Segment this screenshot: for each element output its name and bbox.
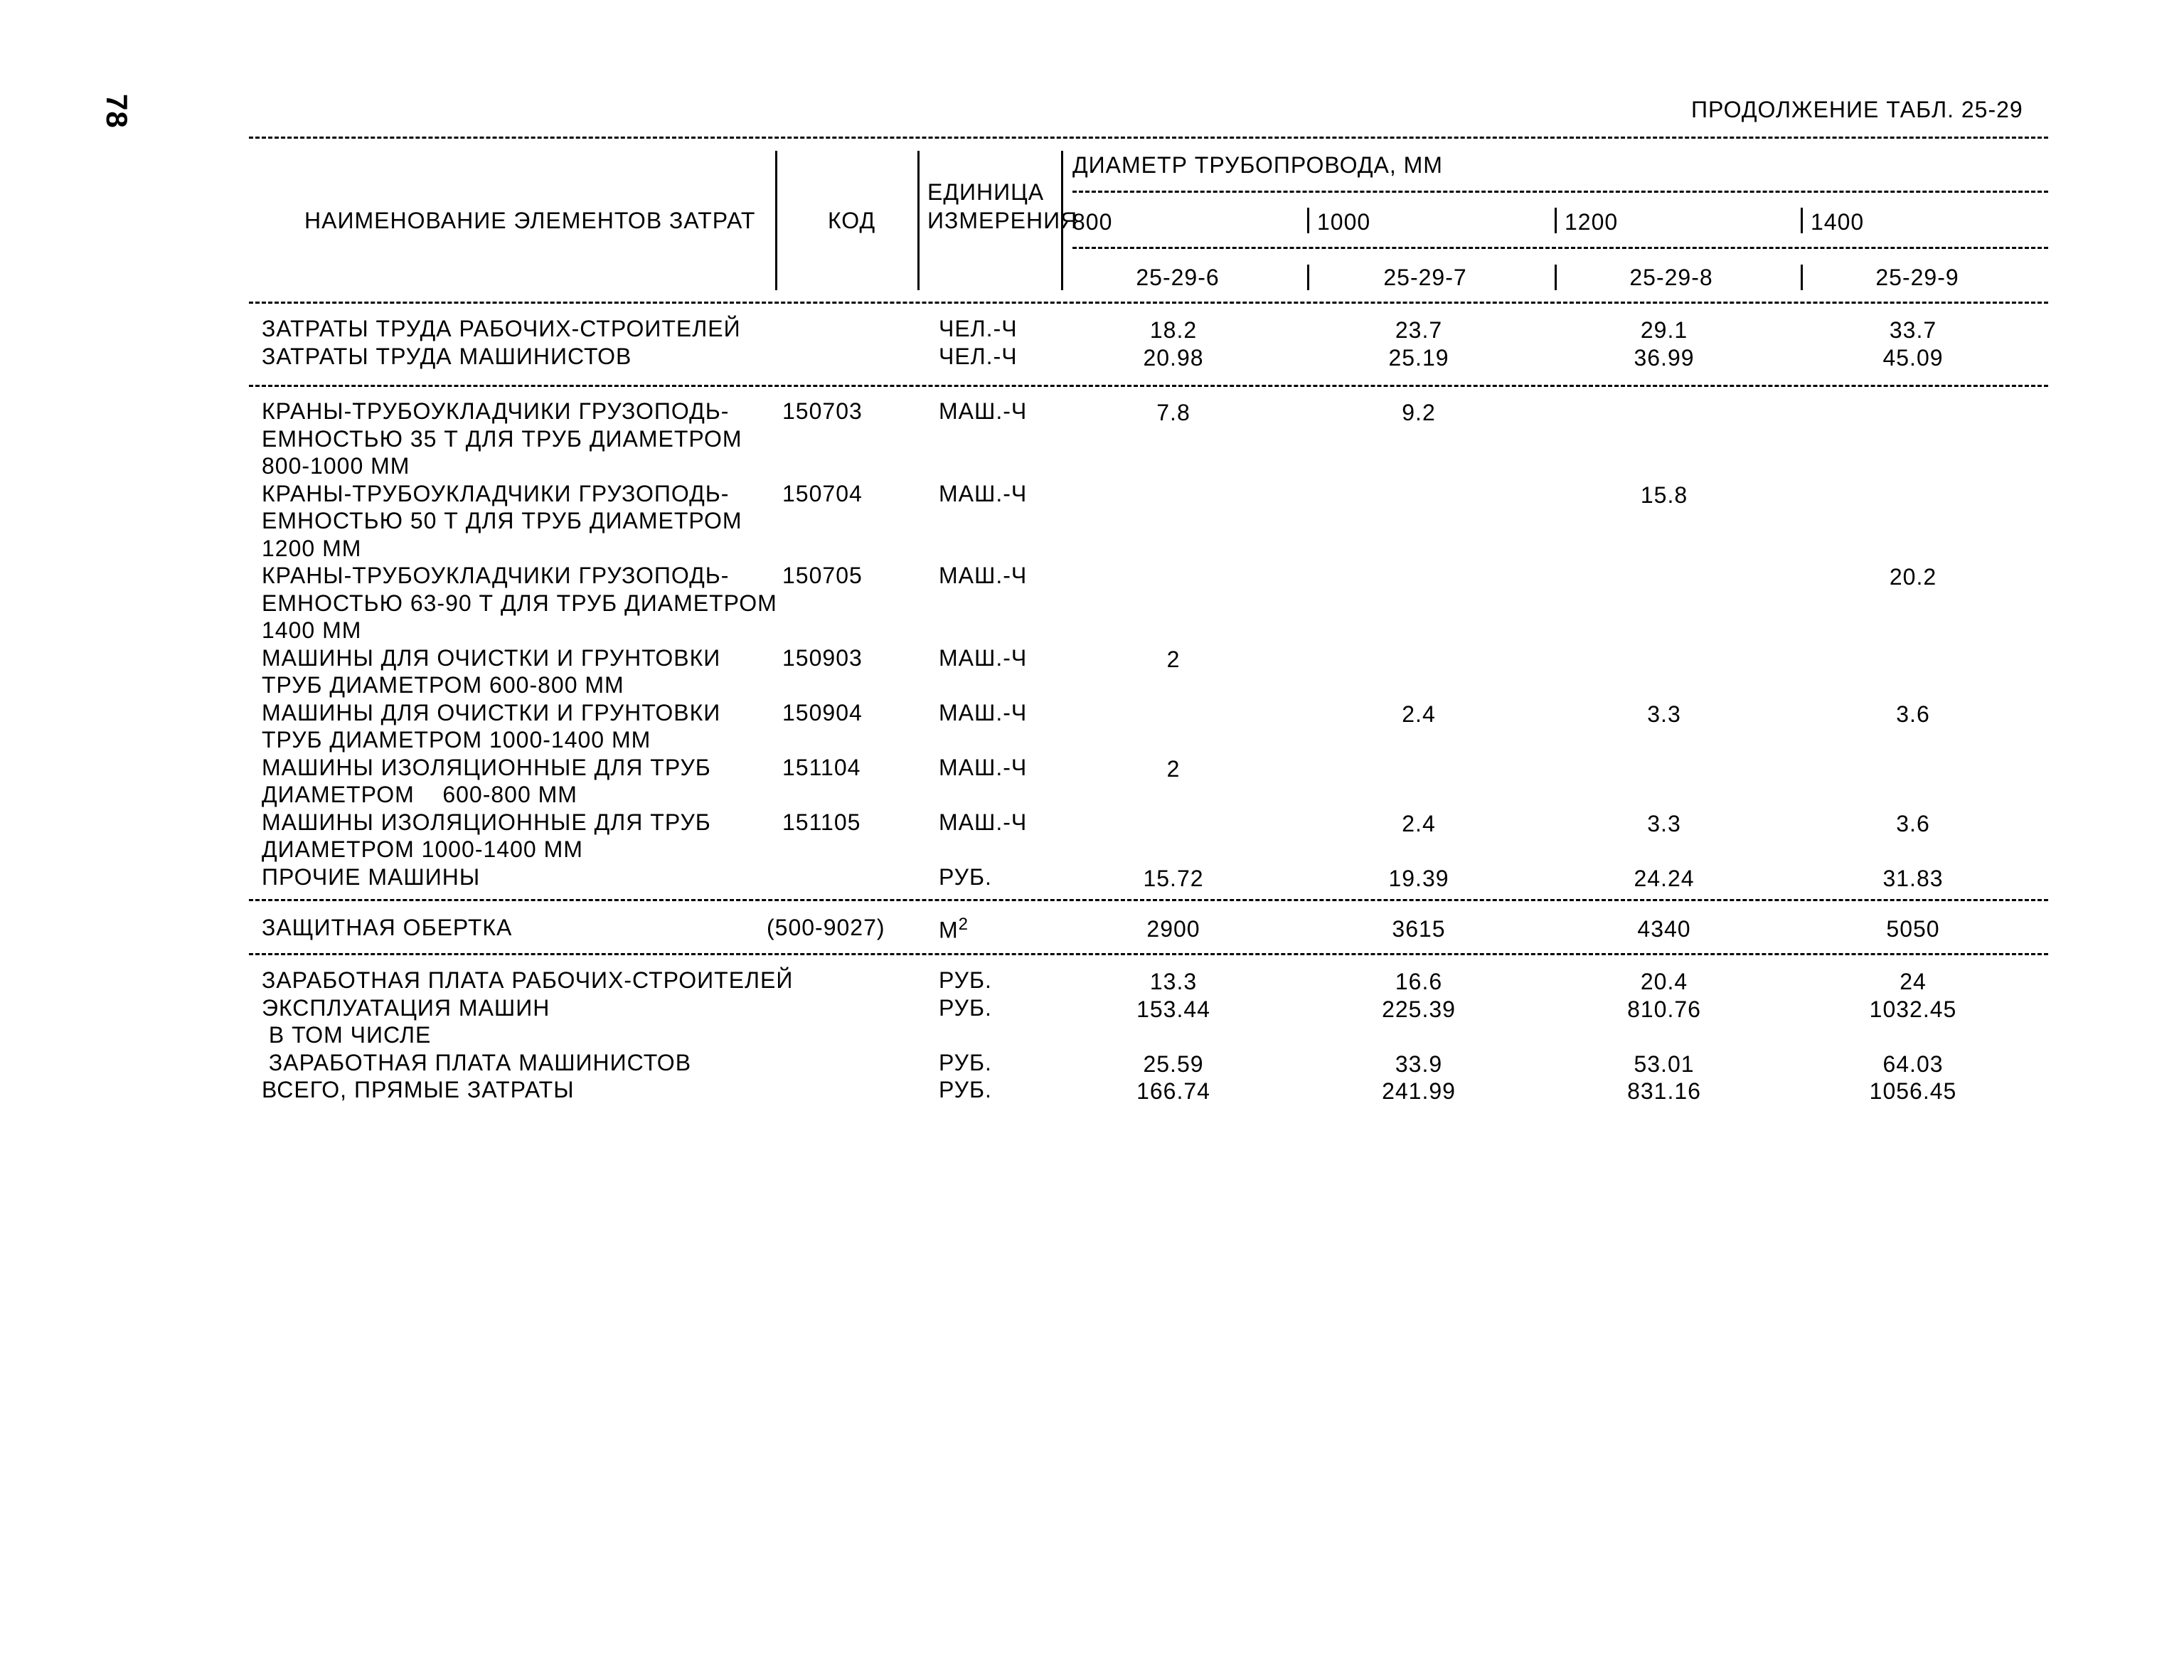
section-rule: [249, 385, 2048, 387]
section-rule: [249, 899, 2048, 901]
row-name-line: ДИАМЕТРОМ 600-800 ММ: [262, 782, 577, 807]
row-value: 1032.45: [1869, 996, 1957, 1022]
header-divider: [917, 151, 920, 290]
row-name-line: ЕМНОСТЬЮ 35 Т ДЛЯ ТРУБ ДИАМЕТРОМ: [262, 425, 742, 452]
row-value: 36.99: [1634, 344, 1695, 371]
row-value: 225.39: [1382, 996, 1456, 1022]
row-unit: РУБ.: [939, 994, 992, 1021]
header-divider: [775, 151, 777, 290]
row-value: 166.74: [1136, 1078, 1210, 1104]
row-value: 45.09: [1882, 344, 1944, 371]
row-value: 16.6: [1395, 969, 1443, 994]
row-name-line: ВСЕГО, ПРЯМЫЕ ЗАТРАТЫ: [262, 1077, 575, 1102]
row-value: 20.98: [1143, 344, 1204, 371]
row-value: 2900: [1146, 916, 1200, 942]
row-unit: МАШ.-Ч: [939, 699, 1028, 725]
row-code: 151105: [782, 809, 861, 835]
row-value: 1056.45: [1869, 1078, 1957, 1104]
header-divider: [1801, 265, 1803, 290]
row-value: 31.83: [1882, 865, 1944, 891]
header-divider: [1555, 208, 1557, 233]
row-value: 3.6: [1896, 810, 1930, 836]
row-code: 150704: [782, 480, 863, 506]
row-value: 13.3: [1149, 969, 1198, 994]
row-name-line: 1400 ММ: [262, 617, 362, 643]
row-name-line: МАШИНЫ ИЗОЛЯЦИОННЫЕ ДЛЯ ТРУБ: [262, 809, 711, 835]
row-code: 150903: [782, 644, 863, 671]
row-name-line: МАШИНЫ ИЗОЛЯЦИОННЫЕ ДЛЯ ТРУБ: [262, 754, 711, 780]
row-unit: $М^2$: [939, 915, 969, 943]
header-name-col: НАИМЕНОВАНИЕ ЭЛЕМЕНТОВ ЗАТРАТ: [304, 208, 756, 233]
table-caption: ПРОДОЛЖЕНИЕ ТАБЛ. 25-29: [1691, 97, 2023, 122]
row-code: (500-9027): [767, 915, 885, 940]
row-name-line: 1200 ММ: [262, 535, 362, 561]
row-name-line: ДИАМЕТРОМ 1000-1400 ММ: [262, 836, 583, 862]
row-value: 5050: [1886, 916, 1940, 942]
row-value: 15.72: [1143, 865, 1204, 891]
row-name-line: ЭКСПЛУАТАЦИЯ МАШИН: [262, 994, 550, 1021]
row-value: 7.8: [1156, 400, 1190, 425]
row-value: 25.19: [1388, 344, 1449, 371]
row-value: 3.6: [1896, 701, 1930, 727]
row-unit: РУБ.: [939, 1049, 992, 1075]
row-value: 2: [1166, 755, 1181, 782]
header-inner-rule: [1072, 247, 2048, 249]
row-unit: МАШ.-Ч: [939, 563, 1028, 588]
row-name-line: ЕМНОСТЬЮ 63-90 Т ДЛЯ ТРУБ ДИАМЕТРОМ: [262, 590, 777, 616]
header-diameter-group: ДИАМЕТР ТРУБОПРОВОДА, ММ: [1072, 152, 1443, 178]
row-unit: МАШ.-Ч: [939, 809, 1028, 835]
row-name-line: МАШИНЫ ДЛЯ ОЧИСТКИ И ГРУНТОВКИ: [262, 644, 721, 671]
header-table-code: 25-29-7: [1383, 265, 1467, 290]
row-value: 2: [1166, 646, 1181, 672]
row-unit: МАШ.-Ч: [939, 754, 1028, 780]
row-name-line: КРАНЫ-ТРУБОУКЛАДЧИКИ ГРУЗОПОДЬ-: [262, 563, 730, 588]
header-code-col: КОД: [828, 208, 876, 233]
row-value: 20.2: [1889, 564, 1937, 590]
row-code: 150904: [782, 699, 863, 725]
row-name-line: ЗАТРАТЫ ТРУДА МАШИНИСТОВ: [262, 343, 632, 369]
row-name-line: ЗАЩИТНАЯ ОБЕРТКА: [262, 915, 513, 940]
row-value: 831.16: [1627, 1078, 1701, 1104]
header-diameter: 1000: [1317, 209, 1371, 235]
rule-top: [249, 137, 2048, 139]
row-name-line: ЗАТРАТЫ ТРУДА РАБОЧИХ-СТРОИТЕЛЕЙ: [262, 316, 741, 341]
row-value: 810.76: [1627, 996, 1701, 1022]
header-divider: [1307, 265, 1309, 290]
row-value: 64.03: [1882, 1051, 1944, 1077]
row-value: 153.44: [1136, 996, 1210, 1022]
row-name-line: КРАНЫ-ТРУБОУКЛАДЧИКИ ГРУЗОПОДЬ-: [262, 480, 730, 506]
row-value: 3.3: [1647, 810, 1681, 836]
row-unit: МАШ.-Ч: [939, 398, 1028, 424]
row-unit: ЧЕЛ.-Ч: [939, 343, 1018, 369]
row-value: 29.1: [1640, 317, 1688, 343]
row-name-line: В ТОМ ЧИСЛЕ: [262, 1022, 432, 1048]
row-unit: РУБ.: [939, 967, 992, 993]
header-table-code: 25-29-8: [1629, 265, 1713, 290]
row-code: 150703: [782, 398, 863, 424]
row-value: 33.7: [1889, 317, 1937, 343]
row-value: 9.2: [1402, 400, 1436, 425]
row-name-line: ТРУБ ДИАМЕТРОМ 1000-1400 ММ: [262, 727, 651, 753]
row-value: 2.4: [1402, 701, 1436, 727]
row-name-line: ЗАРАБОТНАЯ ПЛАТА РАБОЧИХ-СТРОИТЕЛЕЙ: [262, 967, 794, 993]
row-code: 151104: [782, 754, 861, 780]
header-divider: [1555, 265, 1557, 290]
header-diameter: 800: [1072, 209, 1113, 235]
row-name-line: КРАНЫ-ТРУБОУКЛАДЧИКИ ГРУЗОПОДЬ-: [262, 398, 730, 424]
header-divider: [1801, 208, 1803, 233]
row-value: 19.39: [1388, 865, 1449, 891]
row-value: 25.59: [1143, 1051, 1204, 1077]
row-name-line: 800-1000 ММ: [262, 453, 410, 479]
row-name-line: ПРОЧИЕ МАШИНЫ: [262, 863, 481, 890]
row-value: 3.3: [1647, 701, 1681, 727]
row-unit: ЧЕЛ.-Ч: [939, 316, 1018, 341]
row-value: 18.2: [1149, 317, 1198, 343]
row-code: 150705: [782, 563, 863, 588]
header-table-code: 25-29-9: [1875, 265, 1959, 290]
row-value: 4340: [1637, 916, 1691, 942]
row-unit: РУБ.: [939, 863, 992, 890]
row-unit: РУБ.: [939, 1077, 992, 1102]
row-unit: МАШ.-Ч: [939, 644, 1028, 671]
row-value: 2.4: [1402, 810, 1436, 836]
row-name-line: ЗАРАБОТНАЯ ПЛАТА МАШИНИСТОВ: [262, 1049, 692, 1075]
section-rule: [249, 953, 2048, 955]
row-value: 23.7: [1395, 317, 1443, 343]
header-diameter: 1200: [1565, 209, 1619, 235]
header-unit-line1: ЕДИНИЦА: [927, 179, 1045, 205]
header-inner-rule: [1072, 191, 2048, 193]
rule-header-bottom: [249, 302, 2048, 304]
header-table-code: 25-29-6: [1136, 265, 1220, 290]
unit-superscript: 2: [958, 915, 969, 934]
row-value: 24: [1900, 969, 1927, 994]
row-value: 53.01: [1634, 1051, 1695, 1077]
row-value: 33.9: [1395, 1051, 1443, 1077]
header-divider: [1307, 208, 1309, 233]
row-name-line: ТРУБ ДИАМЕТРОМ 600-800 ММ: [262, 672, 624, 698]
row-value: 3615: [1392, 916, 1446, 942]
page-number: 78: [100, 94, 134, 129]
row-value: 20.4: [1640, 969, 1688, 994]
row-value: 24.24: [1634, 865, 1695, 891]
row-value: 241.99: [1382, 1078, 1456, 1104]
row-unit: МАШ.-Ч: [939, 480, 1028, 506]
row-value: 15.8: [1640, 482, 1688, 508]
header-unit-line2: ИЗМЕРЕНИЯ: [927, 208, 1078, 233]
row-name-line: МАШИНЫ ДЛЯ ОЧИСТКИ И ГРУНТОВКИ: [262, 699, 721, 725]
header-diameter: 1400: [1811, 209, 1865, 235]
row-name-line: ЕМНОСТЬЮ 50 Т ДЛЯ ТРУБ ДИАМЕТРОМ: [262, 508, 742, 533]
